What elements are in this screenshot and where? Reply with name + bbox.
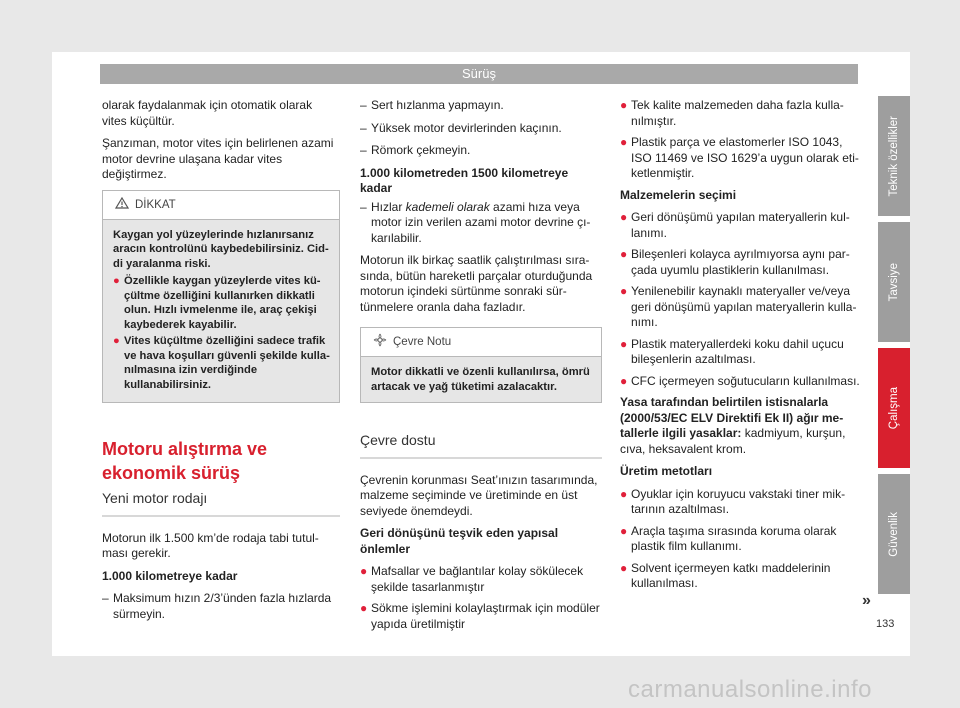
bullet-icon: ●: [620, 135, 628, 149]
warning-text: Kaygan yol yüzeylerinde hızlanırsanız aracın kontrolünü kaybedebilirsiniz. Ciddi yaralanma riski.: [113, 228, 329, 270]
warning-box: [102, 190, 340, 404]
bullet-icon: ●: [360, 564, 368, 578]
list-item: ● Yenilenebilir kaynaklı materyaller ve/veya geri dönüşümü yapılan materyallerin kullanımı.: [620, 284, 857, 329]
subheading: 1.000 kilometreye kadar: [102, 568, 238, 583]
watermark: carmanualsonline.info: [628, 676, 872, 703]
list-item: ● Oyuklar için koruyucu vakstaki tiner miktarının azaltılması.: [620, 486, 846, 516]
list-item: ● Solvent içermeyen katkı maddelerinin kullanılması.: [620, 560, 831, 590]
running-header: Sürüş: [100, 64, 858, 84]
bullet-icon: ●: [620, 336, 628, 351]
paragraph: Yasa tarafından belirtilen istisnalarla (2000/53/EC ELV Direktifi Ek II) ağır metallerle ilgili yasaklar: kadmiyum, kurşun, cıva, heksavalent krom.: [620, 395, 846, 456]
bullet-icon: ●: [620, 247, 628, 261]
list-item: – Sert hızlanma yapmayın.: [360, 98, 504, 112]
list-item: – Römork çekmeyin.: [360, 143, 471, 157]
bullet-icon: ●: [620, 210, 628, 224]
bullet-icon: ●: [620, 284, 628, 298]
section-title: Çevre dostu: [360, 432, 436, 448]
paragraph: olarak faydalanmak için otomatik olarak vites küçültür.: [102, 98, 313, 128]
list-item: ● CFC içermeyen soğutucuların kullanılması.: [620, 373, 860, 388]
bullet-icon: ●: [360, 601, 368, 615]
warning-title: DİKKAT: [135, 198, 176, 211]
subheading: Üretim metotları: [620, 464, 713, 478]
bullet-icon: ●: [620, 523, 628, 538]
list-item: – Maksimum hızın 2/3’ünden fazla hızlarda sürmeyin.: [102, 591, 332, 621]
paragraph: Motorun ilk 1.500 km’de rodaja tabi tutulması gerekir.: [102, 530, 319, 560]
bullet-icon: ●: [113, 275, 120, 287]
column-2: [360, 98, 602, 638]
list-item: ● Plastik parça ve elastomerler ISO 1043, ISO 11469 ve ISO 1629’a uygun olarak etiketlenmiştir.: [620, 135, 859, 180]
paragraph: Şanzıman, motor vites için belirlenen azami motor devrine ulaşana kadar vites değiştirmez.: [102, 136, 334, 181]
note-body: Motor dikkatli ve özenli kullanılırsa, ömrü artacak ve yağ tüketimi azalacaktır.: [371, 366, 590, 393]
note-title: Çevre Notu: [393, 336, 452, 348]
list-item: – Hızlar kademeli olarak azami hıza veya motor izin verilen azami motor devrine çıkarılabilir.: [360, 199, 591, 245]
paragraph: Çevrenin korunması Seat’ınızın tasarımında, malzeme seçiminde ve üretiminde en üst seviyede önemdeydi.: [360, 472, 598, 518]
list-item: ● Geri dönüşümü yapılan materyallerin kullanımı.: [620, 210, 850, 240]
column-1: [102, 98, 340, 629]
section-subtitle: Yeni motor rodajı: [102, 490, 208, 506]
warning-header: [103, 191, 339, 220]
list-item: ● Plastik materyallerdeki koku dahil uçucu bileşenlerin azaltılması.: [620, 336, 844, 366]
tab-guvenlik[interactable]: Güvenlik: [878, 474, 910, 594]
leaf-icon: [373, 333, 387, 347]
warning-triangle-icon: [115, 197, 129, 209]
subheading: Geri dönüşünü teşvik eden yapısal önlemler: [360, 526, 559, 556]
list-item: ● Araçla taşıma sırasında koruma olarak plastik film kullanımı.: [620, 523, 837, 553]
bullet-icon: ●: [620, 98, 628, 112]
note-header: [361, 328, 601, 357]
page-number: 133: [876, 618, 895, 630]
warning-body: [103, 220, 339, 403]
list-item: ● Mafsallar ve bağlantılar kolay sökülecek şekilde tasarlanmıştır: [360, 564, 584, 594]
list-item: ● Bileşenleri kolayca ayrılmıyorsa aynı parçada uyumlu plastiklerin kullanılması.: [620, 247, 850, 277]
subheading: Malzemelerin seçimi: [620, 187, 737, 202]
bullet-icon: ●: [620, 486, 628, 501]
section-title: Motoru alıştırma ve ekonomik sürüş: [102, 439, 268, 483]
paragraph: Motorun ilk birkaç saatlik çalıştırılması sırasında, bütün hareketli parçalar oturduğunda motorun içindeki sürtünme sonraki sürtünmelere oranla daha fazladır.: [360, 253, 593, 314]
subheading: 1.000 kilometreden 1500 kilometreye kadar: [360, 165, 569, 195]
bullet-icon: ●: [620, 373, 628, 388]
tab-tavsiye[interactable]: Tavsiye: [878, 222, 910, 342]
tab-teknik-ozellikler[interactable]: Teknik özellikler: [878, 96, 910, 216]
bullet-icon: ●: [113, 335, 120, 347]
column-3: [620, 98, 860, 598]
environment-note-box: [360, 327, 602, 403]
tab-calisma[interactable]: Çalışma: [878, 348, 910, 468]
list-item: ● Özellikle kaygan yüzeylerde vites küçültme özelliğini kullanırken dikkatli olun. Hızlı ivmelenme ile, araç çekişi kaybederek kayabilir.: [113, 275, 321, 331]
list-item: ● Sökme işlemini kolaylaştırmak için modüler yapıda üretilmiştir: [360, 601, 600, 631]
list-item: – Yüksek motor devirlerinden kaçının.: [360, 120, 562, 135]
continue-arrow-icon: »: [862, 592, 871, 609]
list-item: ● Vites küçültme özelliğini sadece trafik ve hava koşulları güvenli şekilde kullanılmasına izin verdiğinde kullanabilirsiniz.: [113, 335, 330, 391]
list-item: ● Tek kalite malzemeden daha fazla kullanılmıştır.: [620, 98, 844, 128]
bullet-icon: ●: [620, 560, 628, 575]
